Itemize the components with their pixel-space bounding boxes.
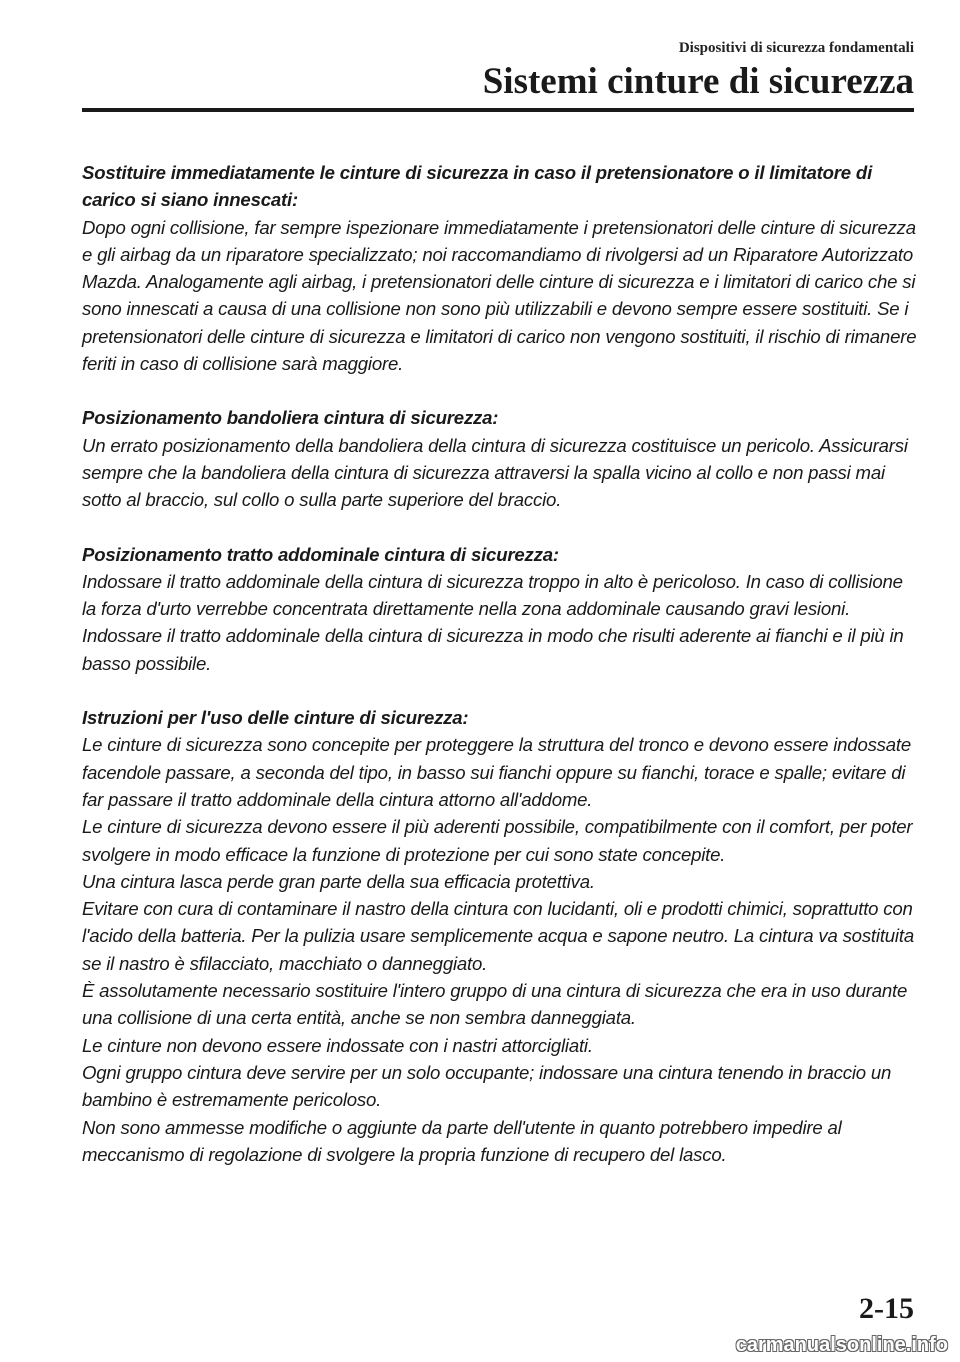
paragraph: Una cintura lasca perde gran parte della sua efficacia protettiva. — [82, 870, 595, 892]
paragraph: Un errato posizionamento della bandoliera della cintura di sicurezza costituisce un pericolo. Assicurarsi sempre che la bandoliera della cintura di sicurezza attraversi la spalla vicino al collo e non passi mai sotto al braccio, sul collo o sulla parte superiore del braccio. — [82, 434, 908, 511]
paragraph: Ogni gruppo cintura deve servire per un solo occupante; indossare una cintura tenendo in braccio un bambino è estremamente pericoloso. — [82, 1061, 892, 1111]
section-title: Sostituire immediatamente le cinture di sicurezza in caso il pretensionatore o il limitatore di carico si siano innescati: — [82, 162, 873, 211]
page-number: 2-15 — [859, 1292, 914, 1325]
paragraph: Le cinture di sicurezza devono essere il più aderenti possibile, compatibilmente con il comfort, per poter svolgere in modo efficace la funzione di protezione per cui sono state concepite. — [82, 816, 913, 865]
warning-content — [82, 159, 918, 1195]
section-lap-belt — [82, 541, 918, 677]
section-shoulder-belt — [82, 404, 918, 513]
section-title: Posizionamento tratto addominale cintura di sicurezza: — [82, 543, 559, 565]
section-pretensioner — [82, 159, 918, 377]
watermark: carmanualsonline.info — [735, 1334, 948, 1356]
header-rule — [82, 108, 914, 112]
chapter-kicker: Dispositivi di sicurezza fondamentali — [678, 40, 914, 56]
page-header — [82, 38, 914, 104]
paragraph: Dopo ogni collisione, far sempre ispezionare immediatamente i pretensionatori delle cinture di sicurezza e gli airbag da un riparatore specializzato; noi raccomandiamo di rivolgersi ad un Riparatore Autorizzato Mazda. Analogamente agli airbag, i pretensionatori delle cinture di sicurezza e i limitatori di carico che si sono innescati a causa di una collisione non sono più utilizzabili e devono sempre essere sostituiti. Se i pretensionatori delle cinture di sicurezza e limitatori di carico non vengono sostituiti, il rischio di rimanere feriti in caso di collisione sarà maggiore. — [82, 216, 917, 375]
paragraph: Indossare il tratto addominale della cintura di sicurezza troppo in alto è pericoloso. In caso di collisione la forza d'urto verrebbe concentrata direttamente nella zona addominale causando gravi lesioni. Indossare il tratto addominale della cintura di sicurezza in modo che risulti aderente ai fianchi e il più in basso possibile. — [82, 570, 904, 674]
paragraph: Non sono ammesse modifiche o aggiunte da parte dell'utente in quanto potrebbero impedire al meccanismo di regolazione di svolgere la propria funzione di recupero del lasco. — [82, 1116, 842, 1165]
paragraph: Evitare con cura di contaminare il nastro della cintura con lucidanti, oli e prodotti chimici, soprattutto con l'acido della batteria. Per la pulizia usare semplicemente acqua e sapone neutro. La cintura va sostituita se il nastro è sfilacciato, macchiato o danneggiato. — [82, 898, 914, 974]
paragraph: Le cinture di sicurezza sono concepite per proteggere la struttura del tronco e devono essere indossate facendole passare, a seconda del tipo, in basso sui fianchi oppure su fianchi, torace e spalle; evitare di far passare il tratto addominale della cintura attorno all'addome. — [82, 734, 912, 810]
paragraph: È assolutamente necessario sostituire l'intero gruppo di una cintura di sicurezza che era in uso durante una collisione di una certa entità, anche se non sembra danneggiata. — [82, 980, 908, 1029]
section-title: Posizionamento bandoliera cintura di sicurezza: — [82, 407, 499, 429]
page-title: Sistemi cinture di sicurezza — [482, 61, 914, 102]
section-instructions — [82, 704, 918, 1168]
paragraph: Le cinture non devono essere indossate con i nastri attorcigliati. — [82, 1034, 593, 1056]
section-title: Istruzioni per l'uso delle cinture di sicurezza: — [82, 707, 469, 729]
